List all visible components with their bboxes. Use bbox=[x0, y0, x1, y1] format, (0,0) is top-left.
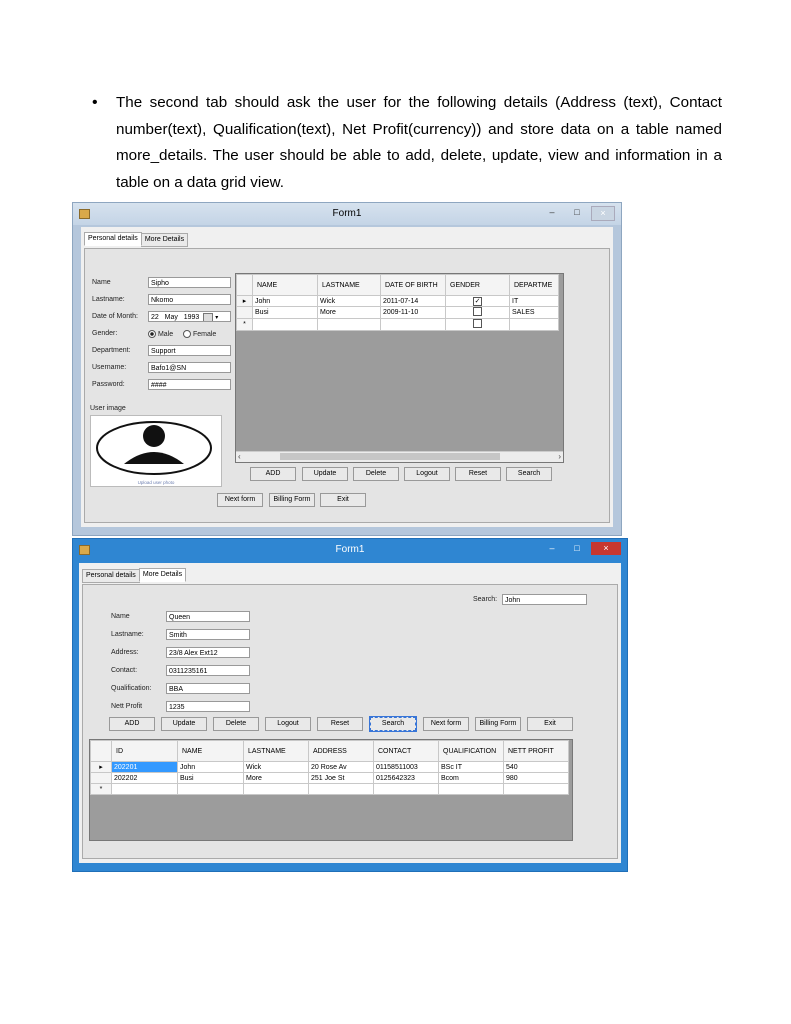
update-button[interactable]: Update bbox=[161, 717, 207, 731]
cell-gender[interactable] bbox=[446, 319, 510, 331]
scrollbar-thumb[interactable] bbox=[280, 453, 500, 460]
cell-address[interactable]: 251 Joe St bbox=[309, 773, 374, 784]
tab-personal-details[interactable]: Personal details bbox=[82, 569, 140, 583]
new-row-indicator: * bbox=[91, 784, 112, 795]
minimize-button[interactable]: – bbox=[549, 207, 555, 217]
next-form-button[interactable]: Next form bbox=[423, 717, 469, 731]
cell-name[interactable]: Busi bbox=[178, 773, 244, 784]
column-header-dob[interactable]: DATE OF BIRTH bbox=[381, 275, 446, 296]
gender-female-radio[interactable] bbox=[183, 330, 216, 338]
dob-month: May bbox=[164, 314, 178, 321]
contact-label: Contact: bbox=[111, 667, 138, 674]
logout-button[interactable]: Logout bbox=[265, 717, 311, 731]
cell-lastname[interactable]: More bbox=[244, 773, 309, 784]
lastname-input[interactable]: Smith bbox=[166, 629, 250, 640]
dob-day: 22 bbox=[151, 314, 159, 321]
department-label: Department: bbox=[92, 347, 131, 354]
more-details-grid-table bbox=[90, 740, 569, 795]
billing-form-button[interactable]: Billing Form bbox=[269, 493, 315, 507]
column-header-id[interactable]: ID bbox=[112, 741, 178, 762]
form-client-area bbox=[81, 227, 613, 527]
table-row[interactable] bbox=[91, 762, 569, 773]
cell-empty[interactable] bbox=[439, 784, 504, 795]
cell-empty[interactable] bbox=[178, 784, 244, 795]
dob-year: 1993 bbox=[183, 314, 200, 321]
search-button[interactable]: Search bbox=[370, 717, 416, 731]
gender-label: Gender: bbox=[92, 330, 118, 337]
username-label: Username: bbox=[92, 364, 127, 371]
password-input[interactable]: #### bbox=[148, 379, 231, 390]
calendar-icon[interactable] bbox=[203, 313, 213, 322]
bullet-marker: • bbox=[92, 94, 98, 111]
search-input[interactable]: John bbox=[502, 594, 587, 605]
cell-department[interactable]: IT bbox=[510, 296, 559, 307]
column-header-nett-profit[interactable]: NETT PROFIT bbox=[504, 741, 569, 762]
upload-caption: Upload user photo bbox=[137, 480, 175, 485]
dob-label: Date of Month: bbox=[92, 313, 138, 320]
tab-personal-details[interactable]: Personal details bbox=[84, 232, 142, 246]
column-header-department[interactable]: DEPARTME bbox=[510, 275, 559, 296]
column-header-lastname[interactable]: LASTNAME bbox=[244, 741, 309, 762]
cell-empty[interactable] bbox=[112, 784, 178, 795]
table-row-new[interactable] bbox=[237, 319, 559, 331]
cell-gender[interactable] bbox=[446, 307, 510, 319]
gender-male-radio[interactable] bbox=[148, 330, 173, 338]
row-header-corner bbox=[237, 275, 253, 296]
column-header-contact[interactable]: CONTACT bbox=[374, 741, 439, 762]
checkbox-empty-icon[interactable] bbox=[473, 307, 482, 316]
cell-contact[interactable]: 0125642323 bbox=[374, 773, 439, 784]
maximize-button[interactable]: □ bbox=[574, 543, 580, 553]
row-header bbox=[91, 773, 112, 784]
name-input[interactable]: Queen bbox=[166, 611, 250, 622]
search-button[interactable]: Search bbox=[506, 467, 552, 481]
cell-qualification[interactable]: BSc IT bbox=[439, 762, 504, 773]
personal-data-grid[interactable] bbox=[235, 273, 564, 463]
lastname-label: Lastname: bbox=[111, 631, 144, 638]
cell-lastname[interactable]: More bbox=[318, 307, 381, 319]
contact-input[interactable]: 0311235161 bbox=[166, 665, 250, 676]
exit-button[interactable]: Exit bbox=[320, 493, 366, 507]
cell-id[interactable]: 202202 bbox=[112, 773, 178, 784]
user-image-box[interactable] bbox=[90, 415, 222, 487]
department-input[interactable]: Support bbox=[148, 345, 231, 356]
delete-button[interactable]: Delete bbox=[213, 717, 259, 731]
checkbox-empty-icon[interactable] bbox=[473, 319, 482, 328]
next-form-button[interactable]: Next form bbox=[217, 493, 263, 507]
close-button[interactable]: × bbox=[591, 542, 621, 555]
window-title: Form1 bbox=[335, 544, 365, 555]
cell-empty[interactable] bbox=[381, 319, 446, 331]
add-button[interactable]: ADD bbox=[250, 467, 296, 481]
nett-profit-label: Nett Profit bbox=[111, 703, 143, 710]
column-header-address[interactable]: ADDRESS bbox=[309, 741, 374, 762]
reset-button[interactable]: Reset bbox=[317, 717, 363, 731]
row-header-corner bbox=[91, 741, 112, 762]
form1-window-more-details bbox=[72, 538, 628, 872]
cell-nett-profit[interactable]: 980 bbox=[504, 773, 569, 784]
column-header-gender[interactable]: GENDER bbox=[446, 275, 510, 296]
cell-department[interactable]: SALES bbox=[510, 307, 559, 319]
cell-empty[interactable] bbox=[253, 319, 318, 331]
cell-name[interactable]: John bbox=[253, 296, 318, 307]
name-label: Name bbox=[111, 613, 130, 620]
scroll-left-icon[interactable]: ‹ bbox=[238, 452, 241, 461]
table-row[interactable] bbox=[237, 296, 559, 307]
qualification-label: Qualification: bbox=[111, 685, 152, 692]
address-input[interactable]: 23/8 Alex Ext12 bbox=[166, 647, 250, 658]
username-input[interactable]: Bafo1@SN bbox=[148, 362, 231, 373]
cell-dob[interactable]: 2011-07-14 bbox=[381, 296, 446, 307]
dob-picker[interactable] bbox=[148, 311, 231, 322]
cell-address[interactable]: 20 Rose Av bbox=[309, 762, 374, 773]
update-button[interactable]: Update bbox=[302, 467, 348, 481]
exit-button[interactable]: Exit bbox=[527, 717, 573, 731]
form1-window-personal bbox=[72, 202, 622, 536]
cell-dob[interactable]: 2009-11-10 bbox=[381, 307, 446, 319]
form-client-area bbox=[79, 563, 621, 863]
radio-selected-icon bbox=[148, 330, 156, 338]
table-row[interactable] bbox=[237, 307, 559, 319]
row-header bbox=[237, 307, 253, 319]
search-label: Search: bbox=[473, 596, 498, 603]
logout-button[interactable]: Logout bbox=[404, 467, 450, 481]
cell-name[interactable]: Busi bbox=[253, 307, 318, 319]
table-row[interactable] bbox=[91, 773, 569, 784]
cell-lastname[interactable]: Wick bbox=[318, 296, 381, 307]
name-label: Name bbox=[92, 279, 111, 286]
close-button[interactable]: × bbox=[591, 206, 615, 221]
cell-empty[interactable] bbox=[244, 784, 309, 795]
cell-empty[interactable] bbox=[504, 784, 569, 795]
cell-empty[interactable] bbox=[318, 319, 381, 331]
user-image-label: User image bbox=[90, 405, 126, 412]
maximize-button[interactable]: □ bbox=[574, 207, 580, 217]
personal-grid-table bbox=[236, 274, 559, 331]
reset-button[interactable]: Reset bbox=[455, 467, 501, 481]
cell-gender[interactable] bbox=[446, 296, 510, 307]
nett-profit-input[interactable]: 1235 bbox=[166, 701, 250, 712]
tab-more-details[interactable]: More Details bbox=[141, 233, 188, 247]
column-header-qualification[interactable]: QUALIFICATION bbox=[439, 741, 504, 762]
tab-page-more-details bbox=[82, 584, 618, 859]
lastname-input[interactable]: Nkomo bbox=[148, 294, 231, 305]
current-row-indicator: ▸ bbox=[91, 762, 112, 773]
lastname-label: Lastname: bbox=[92, 296, 125, 303]
delete-button[interactable]: Delete bbox=[353, 467, 399, 481]
cell-empty[interactable] bbox=[510, 319, 559, 331]
column-header-lastname[interactable]: LASTNAME bbox=[318, 275, 381, 296]
cell-lastname[interactable]: Wick bbox=[244, 762, 309, 773]
address-label: Address: bbox=[111, 649, 139, 656]
window-title: Form1 bbox=[332, 208, 362, 219]
title-bar bbox=[73, 539, 627, 561]
add-button[interactable]: ADD bbox=[109, 717, 155, 731]
cell-contact[interactable]: 01158511003 bbox=[374, 762, 439, 773]
user-avatar-icon bbox=[91, 416, 221, 486]
cell-empty[interactable] bbox=[374, 784, 439, 795]
current-row-indicator: ▸ bbox=[237, 296, 253, 307]
chevron-down-icon: ▾ bbox=[215, 315, 219, 321]
scroll-right-icon[interactable]: › bbox=[558, 452, 561, 461]
password-label: Password: bbox=[92, 381, 125, 388]
tab-page-personal bbox=[84, 248, 610, 523]
cell-nett-profit[interactable]: 540 bbox=[504, 762, 569, 773]
name-input[interactable]: Sipho bbox=[148, 277, 231, 288]
horizontal-scrollbar[interactable] bbox=[236, 451, 563, 462]
new-row-indicator: * bbox=[237, 319, 253, 331]
minimize-button[interactable]: – bbox=[549, 543, 555, 553]
cell-name[interactable]: John bbox=[178, 762, 244, 773]
gender-female-label: Female bbox=[192, 330, 217, 338]
cell-id[interactable]: 202201 bbox=[112, 762, 178, 773]
qualification-input[interactable]: BBA bbox=[166, 683, 250, 694]
requirement-paragraph: The second tab should ask the user for the following details (Address (text), Contact number(text), Qualification(text), Net Profit(currency)) and store data on a table named more_details. The user should be able to add, delete, update, view and information in a table on a data grid view. bbox=[116, 94, 722, 191]
more-details-data-grid[interactable] bbox=[89, 739, 573, 841]
tab-more-details[interactable]: More Details bbox=[139, 568, 186, 582]
cell-qualification[interactable]: Bcom bbox=[439, 773, 504, 784]
title-bar bbox=[73, 203, 621, 225]
checkbox-checked-icon[interactable]: ✓ bbox=[474, 297, 481, 305]
column-header-name[interactable]: NAME bbox=[178, 741, 244, 762]
radio-empty-icon bbox=[183, 330, 191, 338]
cell-empty[interactable] bbox=[309, 784, 374, 795]
billing-form-button[interactable]: Billing Form bbox=[475, 717, 521, 731]
gender-male-label: Male bbox=[157, 330, 174, 338]
column-header-name[interactable]: NAME bbox=[253, 275, 318, 296]
table-row-new[interactable] bbox=[91, 784, 569, 795]
